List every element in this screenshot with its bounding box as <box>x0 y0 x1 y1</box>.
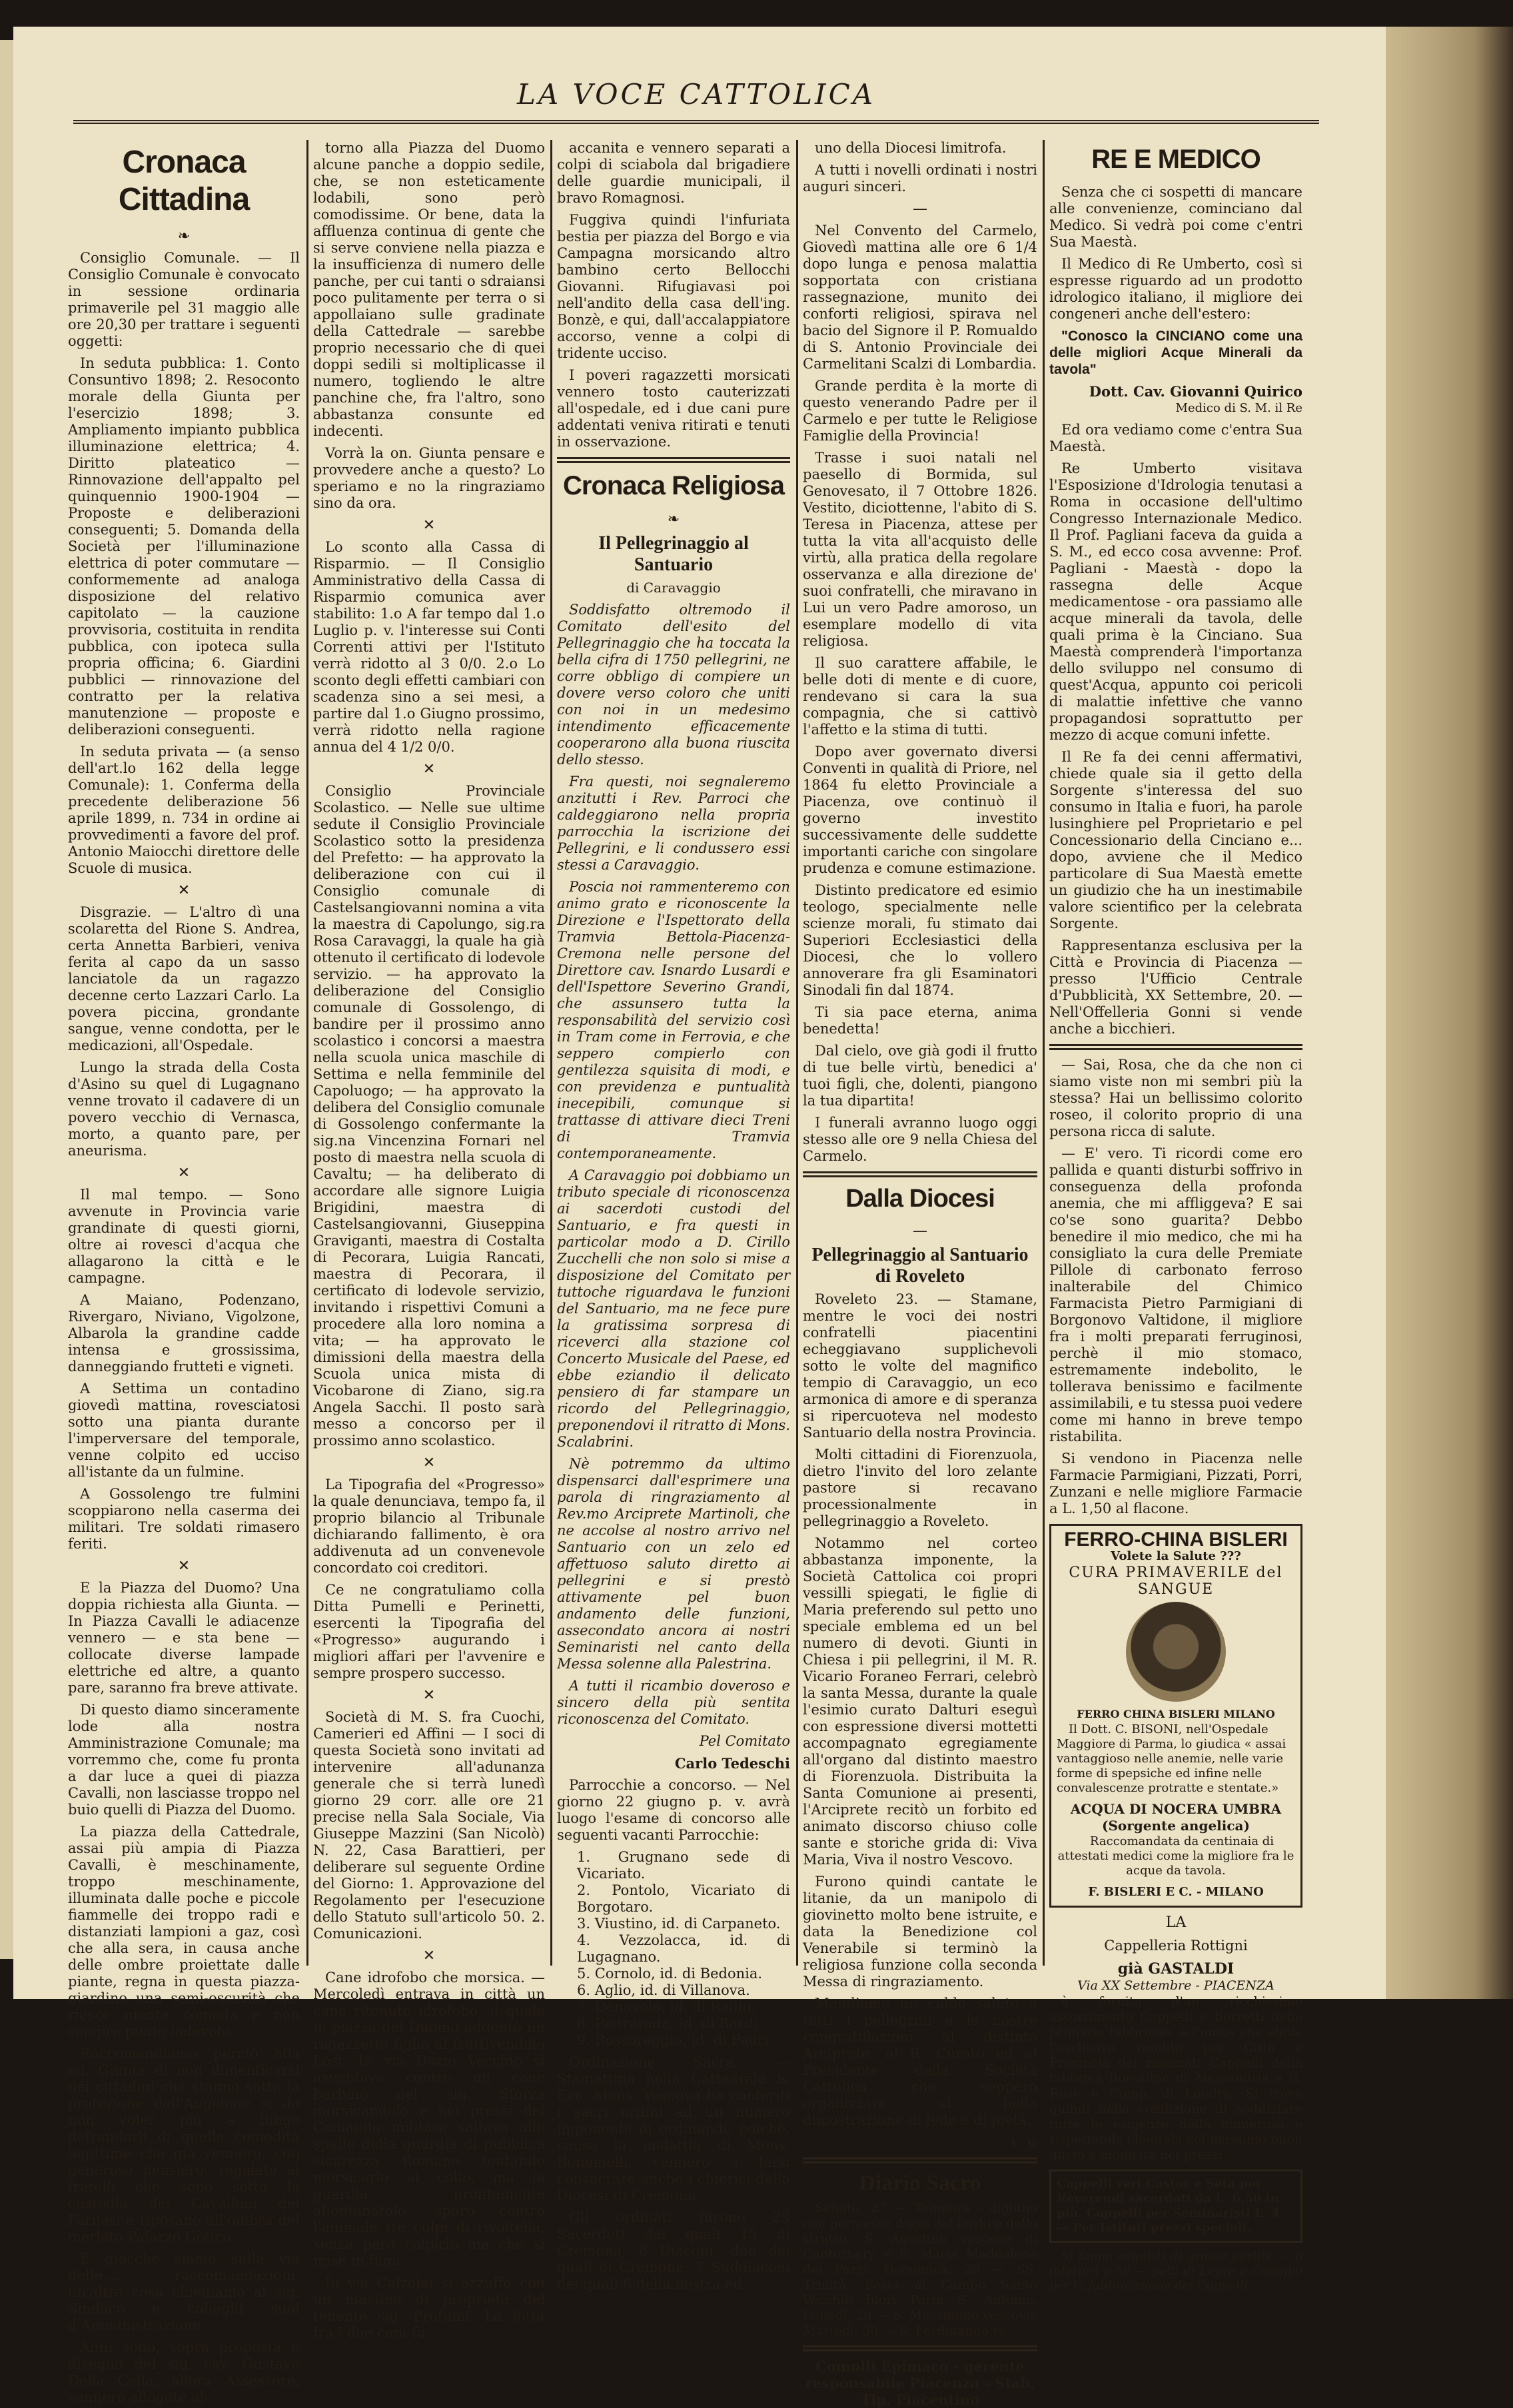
ad-paragraph: Ed ora vediamo come c'entra Sua Maestà. <box>1049 422 1302 454</box>
article-paragraph: uno della Diocesi limitrofa. <box>815 140 1007 156</box>
column-rule <box>306 140 308 1966</box>
ad-text: Il Dott. C. BISONI, nell'Ospedale Maggiore di Parma, lo giudica « assai vantaggioso nelle anemie, nelle varie forme di spepsiche ed infine nelle convalescenze protratte e stentate.» <box>1057 1722 1286 1795</box>
column-5 <box>1049 140 1302 2293</box>
ornament: ❧ <box>177 228 191 245</box>
article-paragraph: Vorrà la on. Giunta pensare e provvedere anche a questo? Lo speriamo e no la ringraziamo sino da ora. <box>313 445 545 511</box>
ad-paragraph: Rappresentanza esclusiva per la Città e Provincia di Piacenza — presso l'Ufficio Centrale d'Pubblicità, XX Settembre, 20. — Nell'Offelleria Gonni si vende anche a bicchieri. <box>1049 937 1302 1037</box>
article-heading: Il Pellegrinaggio al Santuario <box>598 533 749 575</box>
separator: ✕ <box>177 1165 191 1181</box>
ad-tagline: Volete la Salute ??? <box>1111 1549 1241 1563</box>
list-item: 6. Aglio, id. di Villanova. <box>577 1982 750 1998</box>
separator: ✕ <box>177 882 191 899</box>
ad-cappelleria-box: Cappelli veri Castor e Seta per Reverendi sacerdoti da L. 6,50 in più. Cappelli per Seminaristi L. 4. — Per Istituti prezzi speciali. <box>1049 2169 1302 2243</box>
article-paragraph: Poscia noi rammenteremo con animo grato e riconoscente la Direzione e l'Ispettorato della Tramvia Bettola-Piacenza-Cremona nelle persone del Direttore cav. Isnardo Lusardi e dell'Ispettore Severino Grandi, che assunsero tutta la responsabilità del servizio così in Tram come in Ferrovia, e che seppero compierlo con gentilezza squisita di modi, e con previdenza e puntualità inecepibili, comunque si trattasse di attivare dieci Treni di Tramvia contemporaneamente. <box>557 879 790 1161</box>
ad-quote: "Conosco la CINCIANO come una delle migliori Acque Minerali da tavola" <box>1049 328 1302 377</box>
article-paragraph: Anni sono, sopra proposta o disegno del sig. cav. Gustavo Della Cella, allora Assessore, vennero allogate al- <box>68 2339 300 2405</box>
column-2 <box>313 140 546 2341</box>
ad-water: ACQUA DI NOCERA UMBRA (Sorgente angelica) <box>1070 1801 1282 1834</box>
article-paragraph: Notammo nel corteo abbastanza imponente, la Società Cattolica coi propri vessilli spiegati, le figlie di Maria preferendo sul petto uno speciale emblema ed un bel numero di devoti. Giunti in Chiesa i pii pellegrini, il M. R. Vicario Foraneo Ferrari, celebrò la santa Messa, durante la quale l'esimio curato Dalturi eseguì con espressione diversi mottetti accompagnato egregiamente all'organo dal distinto maestro di Fiorenzuola. Distribuita la Santa Comunione ai presenti, l'Arciprete recitò un forbito ed animato discorso chiuso colle sante e storiche grida di: Viva Maria, Viva il nostro Vescovo. <box>803 1535 1037 1868</box>
list-item: 2. Pontolo, Vicariato di Borgotaro. <box>577 1882 790 1915</box>
column-4 <box>803 140 1037 2408</box>
article-paragraph: A Caravaggio poi dobbiamo un tributo speciale di riconoscenza ai sacerdoti custodi del Santuario, e fra questi in particolar modo a D. Cirillo Zucchelli che non solo si mise a disposizione del Comitato per tuttoche riguardava le funzioni del Santuario, ma ne fece pure la gratissima sorpresa di riceverci alla stazione col Concerto Musicale del Paese, ed ebbe eziandio il delicato pensiero di far stampare un ricordo del Pellegrinaggio, preponendovi il ritratto di Mons. Scalabrini. <box>557 1167 790 1450</box>
book-page-stack <box>1386 27 1513 1999</box>
section-title: Dalla Diocesi <box>845 1185 995 1213</box>
list-item: 7. Denavolo, id. di Rallio. <box>577 1999 756 2015</box>
article-paragraph: Soddisfatto oltremodo il Comitato dell'esito del Pellegrinaggio che ha toccata la bella cifra di 1750 pellegrini, ne corre obbligo di compiere un dovere verso coloro che uniti con noi in un medesimo intendimento efficacemente cooperarono alla buona riuscita dello stesso. <box>557 602 790 768</box>
article-paragraph: Raccomandiamo perciò alla on. Giunta di non dimenticarsi dei cittadini che stanno sotto la protezione dell'Angelone si da non voler più a lungo defraudarli di quelle comodità legittime che già vennero, con generoso pensiero, regalate ai fratelli che sono sotto la custodia dei Cavalloni dei Farnesi e riposano all'ombra del merlato Palazzo Gotico. <box>68 2046 300 2245</box>
article-paragraph: Ordinazione Sacra. — Stamattina nella Cattedrale S. Ecc. Mons. Vescovo ha conferiti i sacri ordini ad un numero imponente di ordinandi, poichè, causa la malattia di Mons. Bonomelli, vennero a farsi consacrare anche i chierici della Diocesi di Cremona. <box>557 2054 790 2203</box>
list-item: 8. Pietrarada, id. di Bardi. <box>577 2016 763 2032</box>
signature-line: x. y. <box>1010 2134 1037 2150</box>
article-paragraph: Parrocchie a concorso. — Nel giorno 22 giugno p. v. avrà luogo l'esame di concorso alle seguenti vacanti Parrocchie: <box>557 1777 790 1843</box>
ad-label: FERRO CHINA BISLERI MILANO <box>1077 1708 1275 1720</box>
section-title: Cronaca Cittadina <box>118 145 250 217</box>
ad-cappelleria-title: Cappelleria Rottigni <box>1104 1938 1248 1954</box>
article-paragraph: Mandiamo un caldo saluto a tutti i pellegrini e le nostre congratulazioni al distinto Arciprete, al R. Curato ed al Presidente della Società Cattolica che seppero organizzare si bella dimostrazione di fede e di pietà. <box>803 1996 1037 2128</box>
signature-name: Carlo Tedeschi <box>674 1755 790 1772</box>
article-subheading: di Caravaggio <box>626 580 721 596</box>
ad-paragraph: — E' vero. Ti ricordi come ero pallida e quanti disturbi soffrivo in conseguenza della profonda anemia, che mi affliggeva? E sai co'se sono guarita? Debbo benedire il mio medico, che mi ha consigliato la cura delle Premiate Pillole di carbonato ferroso inalterabile del Chimico Farmacista Pietro Parmigiani di Borgonovo Valtidone, il migliore fra i molti preparati ferruginosi, perchè il mio stomaco, estremamente indebolito, le tollerava benissimo e facilmente assimilabili, e tu stessa puoi vedere come mi hanno in breve tempo ristabilita. <box>1049 1145 1302 1445</box>
article-paragraph: Società di M. S. fra Cuochi, Camerieri ed Affini — I soci di questa Società sono invitati ad intervenire all'adunanza generale che si terrà lunedì giorno 29 corr. alle ore 21 precise nella Sala Sociale, Via Giuseppe Mazzini (San Nicolò) N. 22, Casa Barattieri, per deliberare sul seguente Ordine del Giorno: 1. Approvazione del Regolamento per l'esecuzione dello Statuto sull'articolo 50. 2. Comunicazioni. <box>313 1709 545 1942</box>
column-rule <box>1043 140 1045 1966</box>
article-paragraph: In seduta pubblica: 1. Conto Consuntivo 1898; 2. Resoconto morale della Giunta per l'esercizio 1898; 3. Ampliamento impianto pubblica illuminazione elettrica; 4. Diritto plateatico — Rinnovazione dell'appalto pel quinquennio 1900-1904 — Proposte e deliberazioni conseguenti; 5. Domanda della Società per l'illuminazione elettrica di poter commutare — conformemente ad analoga disposizione del relativo capitolato — la cauzione provvisoria, costituita in rendita pubblica, con ipoteca sulla propria officina; 6. Giardini pubblici — rinnovazione del contratto per la relativa manutenzione — proposte e deliberazioni conseguenti. <box>68 355 300 738</box>
article-paragraph: Lo sconto alla Cassa di Risparmio. — Il Consiglio Amministrativo della Cassa di Risparmio comunica aver stabilito: 1.o A far tempo dal 1.o Luglio p. v. l'interesse sui Conti Correnti attivi per l'Istituto verrà ridotto al 3 0/0. 2.o Lo sconto degli effetti cambiari con scadenza sino a sei mesi, a partire dal 1.o Giugno prossimo, verrà ridotto nella ragione annua del 4 1/2 0/0. <box>313 539 545 755</box>
ad-doctor: Dott. Cav. Giovanni Quirico <box>1089 383 1302 400</box>
ad-paragraph: Si vendono in Piacenza nelle Farmacie Parmigiani, Pizzati, Porri, Zunzani e nelle migliore Farmacie a L. 1,50 al flacone. <box>1049 1451 1302 1516</box>
ad-la: LA <box>1165 1914 1187 1931</box>
double-rule <box>803 2157 1037 2163</box>
separator: ✕ <box>177 1558 191 1574</box>
ad-cappelleria-address: Via XX Settembre - PIACENZA <box>1077 1978 1274 1993</box>
newspaper-page <box>13 27 1386 2408</box>
article-paragraph: Trasse i suoi natali nel paesello di Bormida, sul Genovesato, il 7 Ottobre 1826. Vestito, diciottenne, l'abito di S. Teresa in Piacenza, attese per tutta la vita all'acquisto delle virtù, alla pratica della regolare osservanza e alla direzione de' suoi confratelli, che miravano in Lui un vero Padre amoroso, un esemplare modello di vita religiosa. <box>803 450 1037 649</box>
article-paragraph: Il suo carattere affabile, le belle doti di mente e di cuore, rendevano si cara la sua compagnia, che si cattivò l'affetto e la stima di tutti. <box>803 655 1037 738</box>
column-rule <box>550 140 552 1966</box>
article-paragraph: A Gossolengo tre fulmini scoppiarono nella caserma dei militari. Tre soldati rimasero feriti. <box>68 1486 300 1552</box>
separator: ✕ <box>422 1455 436 1471</box>
article-paragraph: Nè potremmo da ultimo dispensarci dall'esprimere una parola di ringraziamento al Rev.mo Arciprete Martinoli, che ne accolse al nostro arrivo nel Santuario con un zelo ed affettuoso saluto diretto ai pellegrini e si prestò attivamente pel buon andamento delle funzioni, assecondato ancora ai nostri Seminaristi nel canto della Messa solenne alla Palestrina. <box>557 1456 790 1672</box>
article-paragraph: Consiglio Comunale. — Il Consiglio Comunale è convocato in sessione ordinaria primaverile pel 31 maggio alle ore 20,30 per trattare i seguenti oggetti: <box>68 250 300 349</box>
article-paragraph: torno alla Piazza del Duomo alcune panche a doppio sedile, che, se non esteticamente lodabili, sono però comodissime. Or bene, data la affluenza continua di gente che si serve conviene nella piazza e la insufficienza di numero delle panche, per cui tanti o sdraiansi poco pulitamente per terra o si appollaiano sulle gradinate della Cattedrale — sarebbe proprio necessario che di quei doppi sedili si moltiplicasse il numero, togliendo le altre panchine che, fra l'altro, sono abbastanza consunte ed indecenti. <box>313 140 545 439</box>
separator: ✕ <box>422 761 436 778</box>
list-item: 3. Viustino, id. di Carpaneto. <box>577 1916 781 1932</box>
article-paragraph: Ce ne congratuliamo colla Ditta Pumelli e Perinetti, esercenti la Tipografia del «Progresso» augurando i migliori affari per l'avvenire e sempre prospero successo. <box>313 1582 545 1681</box>
article-paragraph: Gli ordinati furono 23 Sacerdoti dei quali 15 di Cremona; 8 Diaconi, due dei quali di Cremona; 7 Suddiaconi dei quali 6 della nostra ed <box>557 2209 790 2292</box>
article-paragraph: Dal cielo, ove già godi il frutto di tue belle virtù, benedici a' tuoi figli, che, dolenti, piangono la tua dipartita! <box>803 1043 1037 1109</box>
ferro-china-ad <box>1049 1524 1302 1908</box>
double-rule <box>557 457 790 463</box>
article-paragraph: La Tipografia del «Progresso» la quale denunciava, tempo fa, il proprio bilancio al Tribunale dichiarando fallimento, è ora addivenuta ad un convenevole concordato coi creditori. <box>313 1477 545 1576</box>
list-item: 4. Vezzolacca, id. di Lugagnano. <box>577 1932 790 1965</box>
article-paragraph: Furono quindi cantate le litanie, da un manipolo di giovinetto molto bene istruite, e data la Benedizione col Venerabile si terminò la religiosa funzione colla seconda Messa di ringraziamento. <box>803 1874 1037 1990</box>
list-item: 9. Rossoreggio, id. di Padri. <box>577 2032 773 2048</box>
article-paragraph: A Maiano, Podenzano, Rivergaro, Niviano, Vigolzone, Albarola la grandine cadde intensa e grossissima, danneggiando frutteti e vigneti. <box>68 1292 300 1375</box>
separator: ✕ <box>422 517 436 534</box>
ad-brand: FERRO-CHINA BISLERI <box>1064 1528 1288 1550</box>
lion-emblem-icon <box>1126 1602 1226 1702</box>
article-paragraph: Disgrazie. — L'altro dì una scolaretta del Rione S. Andrea, certa Annetta Barbieri, veniva ferita al capo da un sasso lanciatole da un ragazzo decenne certo Lazzari Carlo. La povera piccina, grondante sangue, venne condotta, per le medicazioni, all'Ospedale. <box>68 904 300 1053</box>
double-rule <box>1049 1044 1302 1050</box>
ad-cappelleria-text: è fornita d'un ricchissimo assortimento Cappelli e Berretti delle primarie fabbriche, è l'unica che abbia l'esclusiva vendita per Città e Provincia dei rinomati Cappelli della fabbrica Borsalino di Alessandria e G. Rosè e Comp. di Londra. Si trova quindi nella condizione di soddisfare tutte le esigenze della numerosa e rispettabile clientela col massimo buon gusto e modicità nei prezzi. <box>1049 1994 1302 2162</box>
article-paragraph: Distinto predicatore ed esimio teologo, specialmente nelle scienze morali, fu stimato dai Superiori Ecclesiastici della Diocesi, che lo vollero annoverare fra gli Esaminatori Sinodali fin dal 1874. <box>803 882 1037 998</box>
ad-title: RE E MEDICO <box>1091 145 1261 174</box>
separator: ✕ <box>422 1687 436 1704</box>
article-paragraph: Molti cittadini di Fiorenzuola, dietro l'invito del loro zelante pastore si recavano processionalmente in pellegrinaggio a Roveleto. <box>803 1447 1037 1529</box>
article-paragraph: Cane idrofobo che morsica. — Mercoledì entrava in città un cane ritenuto idrofobo, il quale in piazza del Duomo addentò un ragazzetto figlio al fruttivendolo Losi. In via Dazio Vecchio si avventava contro un cane barbino del sig. Sforza morsicandolo e nei pressi del Comando militare saltava alle spalle della guardia di pubblica sicurezza Romano tentando morsicarlo al collo, ma la guardia prontamente allontanatolo, sparò contro l'animale tre colpi di rivoltella, senza però colpirlo ma che si mise in fuga. <box>313 1970 545 2269</box>
article-paragraph: A tutti il ricambio doveroso e sincero della più sentita riconoscenza del Comitato. <box>557 1678 790 1727</box>
article-paragraph: E la Piazza del Duomo? Una doppia richiesta alla Giunta. — In Piazza Cavalli le adiacenze vennero — e sta bene — collocate diverse lampade elettriche ed altre, a quanto pare, saranno fra breve attivate. <box>68 1580 300 1696</box>
article-paragraph: Consiglio Provinciale Scolastico. — Nelle sue ultime sedute il Consiglio Provinciale Scolastico sotto la presidenza del Prefetto: — ha approvato la deliberazione con cui il Consiglio comunale di Castelsangiovanni nomina a vita la maestra di Capolungo, sig.ra Rosa Caravaggi, la quale ha già ottenuto il certificato di lodevole servizio. — ha approvato la deliberazione del Consiglio comunale di Gossolengo, di bandire per il prossimo anno scolastico i concorsi a maestra nella scuola unica maschile di Settima e nella femminile del Capoluogo; — ha approvato la delibera del Consiglio comunale di Gossolengo confermante la sig.na Vincenzina Fornari nel posto di maestra nella scuola di Cavaltu; — ha deliberato di accordare alle signore Luigia Brigidini, maestra di Castelsangiovanni, Giuseppina Graviganti, maestra di Costalta di Pecorara, Luigia Rancati, maestra di Pecorara, il certificato di lodevole servizio, invitando i rispettivi Comuni a procedere alla loro nomina a vita; — ha approvato le dimissioni della maestra della Scuola unica mista di Vicobarone di Ziano, sig.ra Angela Sacchi. Il posto sarà messo a concorso per il prossimo anno scolastico. <box>313 783 546 1449</box>
article-heading: Pellegrinaggio al Santuario di Roveleto <box>811 1245 1029 1287</box>
article-paragraph: A Settima un contadino giovedì mattina, rovesciatosi sotto una pianta durante l'imperversare del temporale, venne colpito ed ucciso all'istante da un fulmine. <box>68 1381 300 1480</box>
parish-list <box>577 1849 790 2049</box>
article-paragraph: A tutti i novelli ordinati i nostri auguri sinceri. <box>803 162 1037 195</box>
double-rule <box>803 1171 1037 1177</box>
ornament: ❧ <box>667 511 680 528</box>
ad-paragraph: Il Medico di Re Umberto, così si espresse riguardo ad un prodotto idrologico italiano, il migliore dei congeneri anche dell'estero: <box>1049 256 1302 322</box>
article-paragraph: Nel Convento del Carmelo, Giovedì mattina alle ore 6 1/4 dopo lunga e penosa malattia sopportata con cristiana rassegnazione, munito dei conforti religiosi, spirava nel bacio del Signore il P. Romualdo di S. Antonio Provinciale dei Carmelitani Scalzi di Lombardia. <box>803 223 1037 372</box>
article-paragraph: Dopo aver governato diversi Conventi in qualità di Priore, nel 1864 fu eletto Provinciale a Piacenza, ove continuò il governo investito successivamente delle suddette importanti cariche con singolare prudenza e comune estimazione. <box>803 744 1037 876</box>
article-paragraph: Il mal tempo. — Sono avvenute in Provincia varie grandinate di questi giorni, oltre ai rovesci d'acqua che allagarono la città e le campagne. <box>68 1187 300 1286</box>
article-paragraph: Grande perdita è la morte di questo venerando Padre per il Carmelo e per tutte le Religiose Famiglie della Provincia! <box>803 378 1037 444</box>
list-item: 1. Grugnano sede di Vicariato. <box>577 1849 790 1882</box>
article-paragraph: In seduta privata — (a senso dell'art.lo 162 della legge Comunale): 1. Conferma della precedente deliberazione 56 aprile 1899, n. 734 in ordine ai provvedimenti a favore del prof. Antonio Maiocchi direttore delle Scuole di musica. <box>68 744 300 876</box>
ad-water-text: Raccomandata da centinaia di attestati medici come la migliore fra le acque da tavola. <box>1057 1834 1294 1878</box>
column-3 <box>557 140 790 2292</box>
ad-cappelleria-footer: Si fanno acquisti di grosse partite — o inferiori a 50 — pelli di Lepre e Coniglio per la fabbricazione dei Cappelli. <box>1049 2249 1302 2293</box>
ad-doctor-title: Medico di S. M. il Re <box>1175 401 1302 415</box>
article-paragraph: I poveri ragazzetti morsicati vennero tosto cauterizzati all'ospedale, ed i due cani pure addentati veniva ritirati e tenuti in osservazione. <box>557 367 790 450</box>
ad-paragraph: Il Re fa dei cenni affermativi, chiede quale sia il getto della Sorgente s'interessa del suo consumo in Italia e fuori, ha parole lusinghiere pel Proprietario e pel Concessionario della Cinciano e... dopo, avviene che il Medico particolare di Sua Maestà emette un giudizio che ha un inestimabile valore scientifico per la celebrata Sorgente. <box>1049 749 1302 931</box>
separator: — <box>913 201 927 217</box>
article-paragraph: Lungo la strada della Costa d'Asino su quel di Lugagnano venne trovato il cadavere di un povero vecchio di Vernasca, morto, a quanto pare, per aneurisma. <box>68 1059 300 1159</box>
ad-paragraph: Senza che ci sospetti di mancare alle convenienze, cominciano dal Medico. Si vedrà poi come c'entri Sua Maestà. <box>1049 184 1302 250</box>
ad-paragraph: — Sai, Rosa, che da che non ci siamo viste non mi sembri più la stessa? Hai un bellissimo colorito roseo, il colorito proprio di una persona ricca di salute. <box>1049 1057 1302 1139</box>
article-paragraph: E giacchè siamo sulla via delle..... raccomandazioni, un'altra cosa chiediamo al sig. Sindaco e colleghi suoi d'Amministrazione. <box>68 2251 300 2333</box>
masthead-title: LA VOCE CATTOLICA <box>516 78 876 111</box>
ad-cappelleria-sub: già GASTALDI <box>1117 1960 1235 1978</box>
diario-text: Sabato, 27 — Tempora - digiuno con permesso d'uso del lardo e dello strutto, S. Agostino vescovo di Cantorbery e S. Maria Maddalena dei Pazzi. Domenica, 28 — SS. Trinità. Festa al Campo Santo Vecchio fuori Porta S. Antonio. Lunedì, 29 — S. Massimino vescovo. Martedì, 30 — S. Ferdinando re. <box>803 2201 1037 2338</box>
article-paragraph: accanita e vennero separati a colpi di sciabola dal brigadiere delle guardie municipali, il bravo Romagnosi. <box>557 140 790 206</box>
separator: ✕ <box>422 1948 436 1964</box>
article-paragraph: Roveleto 23. — Stamane, mentre le voci dei nostri confratelli piacentini echeggiavano supplichevoli sotto le volte del magnifico tempio di Caravaggio, un eco armonica di amore e di speranza si ripercuoteva nel modesto Santuario della nostra Provincia. <box>803 1291 1037 1441</box>
article-paragraph: Fuggiva quindi l'infuriata bestia per piazza del Borgo e via Campagna morsicando altro bambino certo Bellocchi Giovanni. Rifugiavasi poi nell'andito della casa dell'ing. Bonzè, e qui, dall'accalappiatore accorso, venne a colpi di tridente ucciso. <box>557 212 790 361</box>
article-paragraph: Di questo diamo sinceramente lode alla nostra Amministrazione Comunale; ma vorremmo che, come fu pronta a dar luce a quei di piazza Cavalli, non lasciasse troppo nel buio quelli di Piazza del Duomo. <box>68 1702 300 1818</box>
double-rule <box>803 2345 1037 2351</box>
ad-footer: F. BISLERI E C. - MILANO <box>1088 1885 1264 1899</box>
ad-cura: CURA PRIMAVERILE del SANGUE <box>1069 1564 1283 1598</box>
diario-title: Diario Sacro <box>859 2171 981 2195</box>
article-paragraph: In via Calzolai si azzuffò con un mastino di proprietà del tenente sig. Profumi. La lotta fra i due cani fu <box>313 2275 545 2341</box>
article-paragraph: Ti sia pace eterna, anima benedetta! <box>803 1004 1037 1037</box>
list-item: 5. Cornolo, id. di Bedonia. <box>577 1966 763 1982</box>
column-1 <box>68 140 300 2405</box>
article-paragraph: Fra questi, noi segnaleremo anzitutti i Rev. Parroci che caldeggiarono nella propria parrocchia la iscrizione dei Pellegrini, e li condussero essi stessi a Caravaggio. <box>557 774 790 873</box>
article-paragraph: I funerali avranno luogo oggi stesso alle ore 9 nella Chiesa del Carmelo. <box>803 1115 1037 1164</box>
footer-imprint: Comolli Epimaco - gerente responsabile Piacenza - Stab. Tip. Piacentino <box>805 2358 1035 2408</box>
masthead <box>73 73 1319 124</box>
ad-paragraph: Re Umberto visitava l'Esposizione d'Idrologia tenutasi a Roma in occasione dell'ultimo Congresso Internazionale Medico. Il Prof. Pagliani faceva da guida a S. M., ed ecco cosa avvenne: Prof. Pagliani - Maestà - dopo la rassegna delle Acque medicamentose - ora passiamo alle acque minerali da tavola, delle quali prima è la Cinciano. Sua Maestà comprenderà l'importanza dello sviluppo nel consumo di quest'Acqua, appunto coi pericoli di malattie infettive che vanno propagandosi soprattutto per mezzo di acque comuni infette. <box>1049 460 1302 743</box>
ornament: — <box>913 1223 927 1239</box>
column-rule <box>796 140 798 1966</box>
signature-line: Pel Comitato <box>699 1733 790 1749</box>
section-title: Cronaca Religiosa <box>562 471 784 500</box>
article-paragraph: La piazza della Cattedrale, assai più ampia di Piazza Cavalli, è meschinamente, troppo meschinamente, illuminata dalle poche e piccole fiammelle dei troppo radi e distanziati lampioni a gaz, così che alla sera, in causa anche delle ombre proiettate dalle piante, regna in questa piazza-giardino una semi-oscurità che riesce niente comoda e non sempre punto lodevole. <box>68 1824 300 2040</box>
